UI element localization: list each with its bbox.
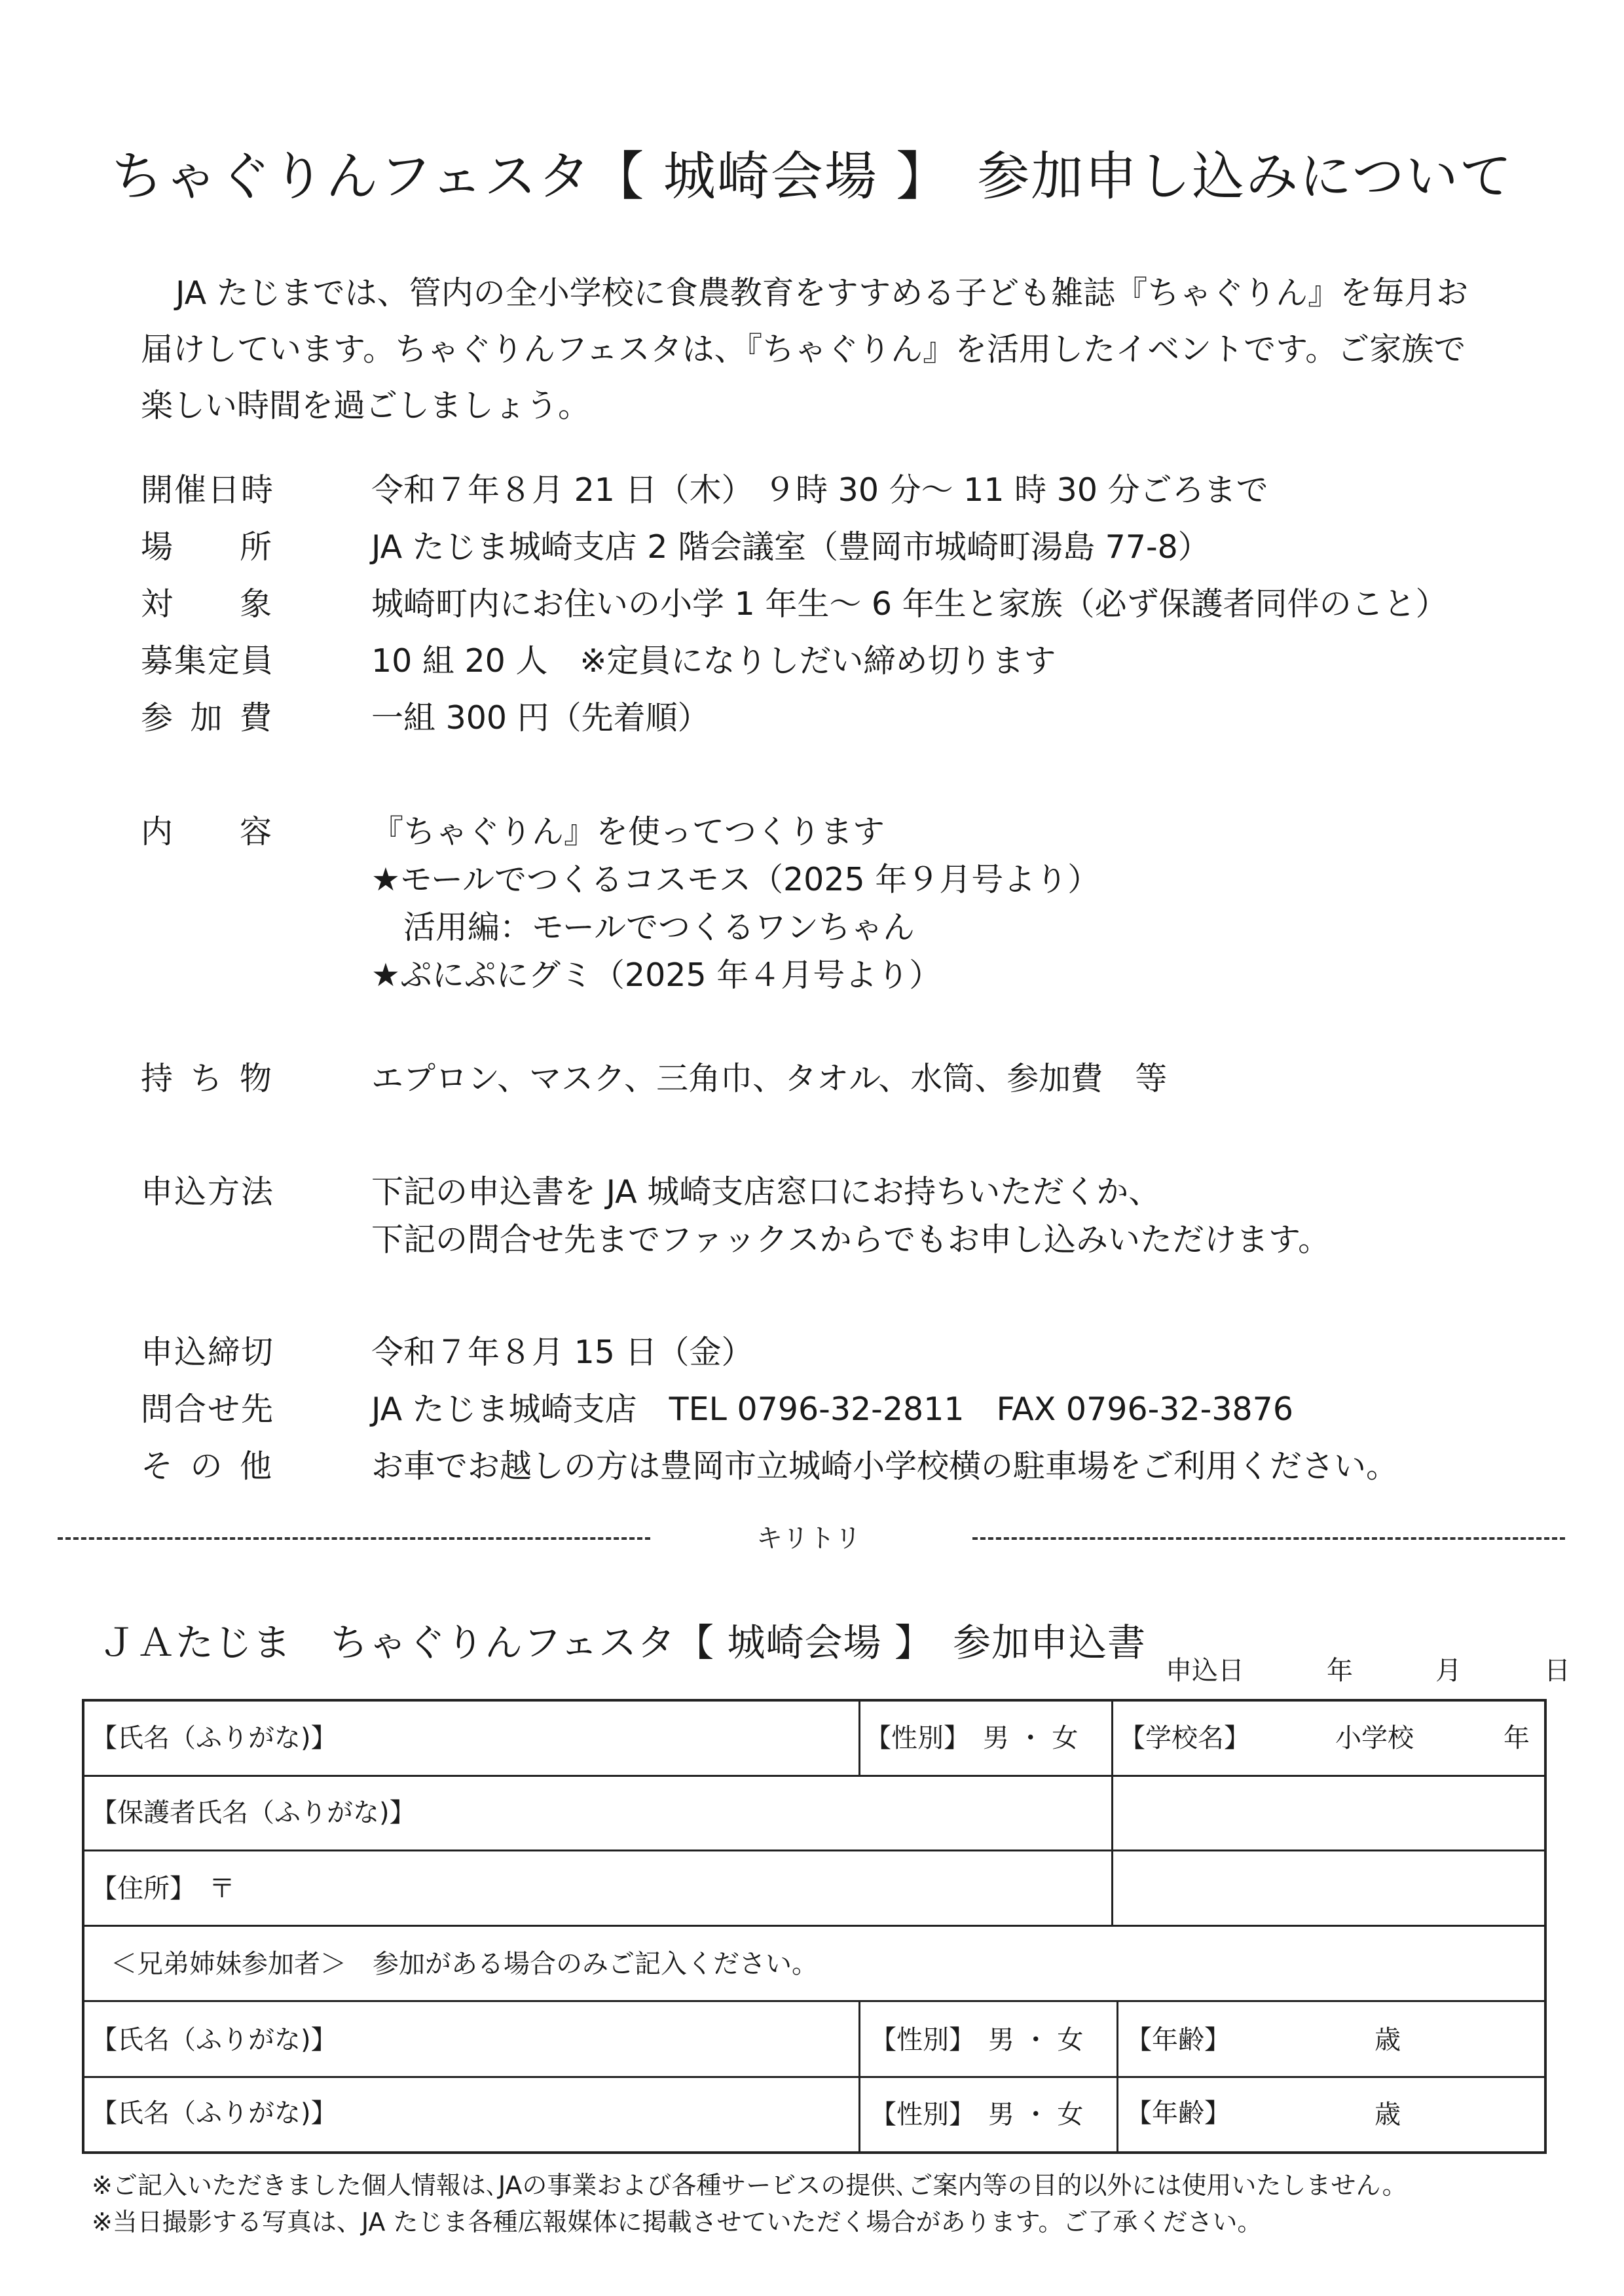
sibling-name-field[interactable]: 【氏名（ふりがな)】 (91, 2098, 337, 2128)
info-value (371, 812, 1099, 999)
page-title: ちゃぐりんフェスタ【 城崎会場 】 参加申し込みについて (111, 146, 1513, 207)
info-value: 令和７年８月 21 日（木） ９時 30 分～ 11 時 30 分ごろまで (371, 471, 1268, 509)
label-char: 持 (141, 1060, 174, 1097)
info-value: 10 組 20 人 ※定員になりしだい締め切ります (371, 642, 1056, 680)
date-day-label: 日 (1544, 1656, 1570, 1686)
form-title: ＪＡたじま ちゃぐりんフェスタ【 城崎会場 】 参加申込書 (98, 1620, 1146, 1665)
gender-field[interactable]: 【性別】 男 ・ 女 (865, 1723, 1079, 1753)
sibling-age-field[interactable]: 【年齢】 (1126, 2098, 1230, 2128)
label-char: 内 (141, 813, 174, 850)
col-divider (858, 1702, 860, 1775)
form-date (1166, 1650, 1578, 1686)
sibling-name-field[interactable]: 【氏名（ふりがな)】 (91, 2025, 337, 2055)
age-suffix: 歳 (1375, 2100, 1401, 2130)
address-field[interactable]: 【住所】 〒 (91, 1874, 235, 1904)
col-divider (1111, 1702, 1113, 1925)
date-month-label: 月 (1435, 1656, 1462, 1686)
label-char: 物 (239, 1060, 272, 1097)
blank-cell[interactable] (1116, 1853, 1542, 1922)
method-line: 下記の申込書を JA 城崎支店窓口にお持ちいただくか、 (371, 1173, 1161, 1211)
sibling-age-field[interactable]: 【年齢】 (1126, 2025, 1230, 2055)
info-value (371, 1172, 1330, 1264)
label-char: 参 (141, 699, 174, 737)
info-value: エプロン、マスク、三角巾、タオル、水筒、参加費 等 (371, 1060, 1168, 1097)
note-photo: ※当日撮影する写真は、JA たじま各種広報媒体に掲載させていただく場合があります。ご了承ください。 (92, 2208, 1263, 2236)
label-char: 場 (141, 528, 174, 566)
label-char: 容 (239, 813, 272, 850)
notes (92, 2167, 1407, 2240)
info-label (141, 584, 272, 625)
info-label (141, 1446, 272, 1487)
info-value: 城崎町内にお住いの小学 1 年生～ 6 年生と家族（必ず保護者同伴のこと） (371, 585, 1448, 623)
sibling-gender-field[interactable]: 【性別】 男 ・ 女 (870, 2100, 1084, 2130)
applied-date-label: 申込日 (1166, 1656, 1244, 1686)
name-field[interactable]: 【氏名（ふりがな)】 (91, 1723, 337, 1753)
info-label: 申込締切 (141, 1334, 275, 1371)
content-line: ★モールでつくるコスモス（2025 年９月号より） (371, 861, 1100, 898)
row-divider (84, 2000, 1544, 2002)
sibling-gender-field[interactable]: 【性別】 男 ・ 女 (870, 2025, 1084, 2055)
intro-paragraph (141, 265, 1483, 434)
info-label (141, 1059, 272, 1099)
grade-suffix: 年 (1504, 1723, 1530, 1753)
info-label: 問合せ先 (141, 1391, 275, 1428)
guardian-name-field[interactable]: 【保護者氏名（ふりがな)】 (91, 1798, 416, 1828)
info-label (141, 812, 272, 852)
info-label (141, 527, 272, 568)
siblings-heading: ＜兄弟姉妹参加者＞ 参加がある場合のみご記入ください。 (111, 1949, 818, 1979)
label-char: 加 (190, 699, 223, 737)
info-label: 申込方法 (141, 1173, 275, 1211)
label-char: そ (141, 1448, 174, 1485)
school-suffix: 小学校 (1335, 1723, 1414, 1753)
label-char: の (190, 1448, 223, 1485)
info-value: 令和７年８月 15 日（金） (371, 1334, 754, 1371)
info-label: 開催日時 (141, 471, 275, 509)
info-value: JA たじま城崎支店 2 階会議室（豊岡市城崎町湯島 77-8） (371, 528, 1210, 566)
row-divider (84, 2076, 1544, 2078)
label-char: ち (190, 1060, 223, 1097)
date-year-label: 年 (1327, 1656, 1353, 1686)
label-char: 象 (239, 585, 272, 623)
label-char: 費 (239, 699, 272, 737)
info-label (141, 698, 272, 738)
method-line: 下記の問合せ先までファックスからでもお申し込みいただけます。 (371, 1221, 1331, 1258)
row-divider (84, 1775, 1544, 1777)
label-char: 所 (239, 528, 272, 566)
content-line: ★ぷにぷにグミ（2025 年４月号より） (371, 957, 942, 994)
row-divider (84, 1925, 1544, 1927)
application-form (82, 1699, 1547, 2154)
intro-text: JA たじまでは、管内の全小学校に食農教育をすすめる子ども雑誌『ちゃぐりん』を毎月お届けしています。ちゃぐりんフェスタは、『ちゃぐりん』を活用したイベントです。ご家族で楽しい時間を過ごしましょう。 (141, 274, 1469, 424)
label-char: 他 (239, 1448, 272, 1485)
col-divider (1116, 2000, 1118, 2154)
info-value: JA たじま城崎支店 TEL 0796-32-2811 FAX 0796-32-3876 (371, 1391, 1294, 1428)
age-suffix: 歳 (1375, 2025, 1401, 2055)
info-label: 募集定員 (141, 642, 275, 680)
note-privacy: ※ご記入いただきました個人情報は､JAの事業および各種サービスの提供､ご案内等の目的以外には使用いたしません。 (92, 2171, 1407, 2200)
cut-line-right (972, 1537, 1565, 1540)
col-divider (858, 2000, 860, 2154)
content-line: 活用編：モールでつくるワンちゃん (371, 909, 915, 946)
content-line: 『ちゃぐりん』を使ってつくります (371, 813, 885, 850)
label-char: 対 (141, 585, 174, 623)
cut-label: キリトリ (756, 1523, 861, 1554)
row-divider (84, 1850, 1544, 1851)
info-value: 一組 300 円（先着順） (371, 699, 710, 737)
info-value: お車でお越しの方は豊岡市立城崎小学校横の駐車場をご利用ください。 (371, 1448, 1399, 1485)
school-field[interactable]: 【学校名】 (1119, 1723, 1250, 1753)
blank-cell[interactable] (1116, 1779, 1542, 1847)
cut-line-left (58, 1537, 650, 1540)
